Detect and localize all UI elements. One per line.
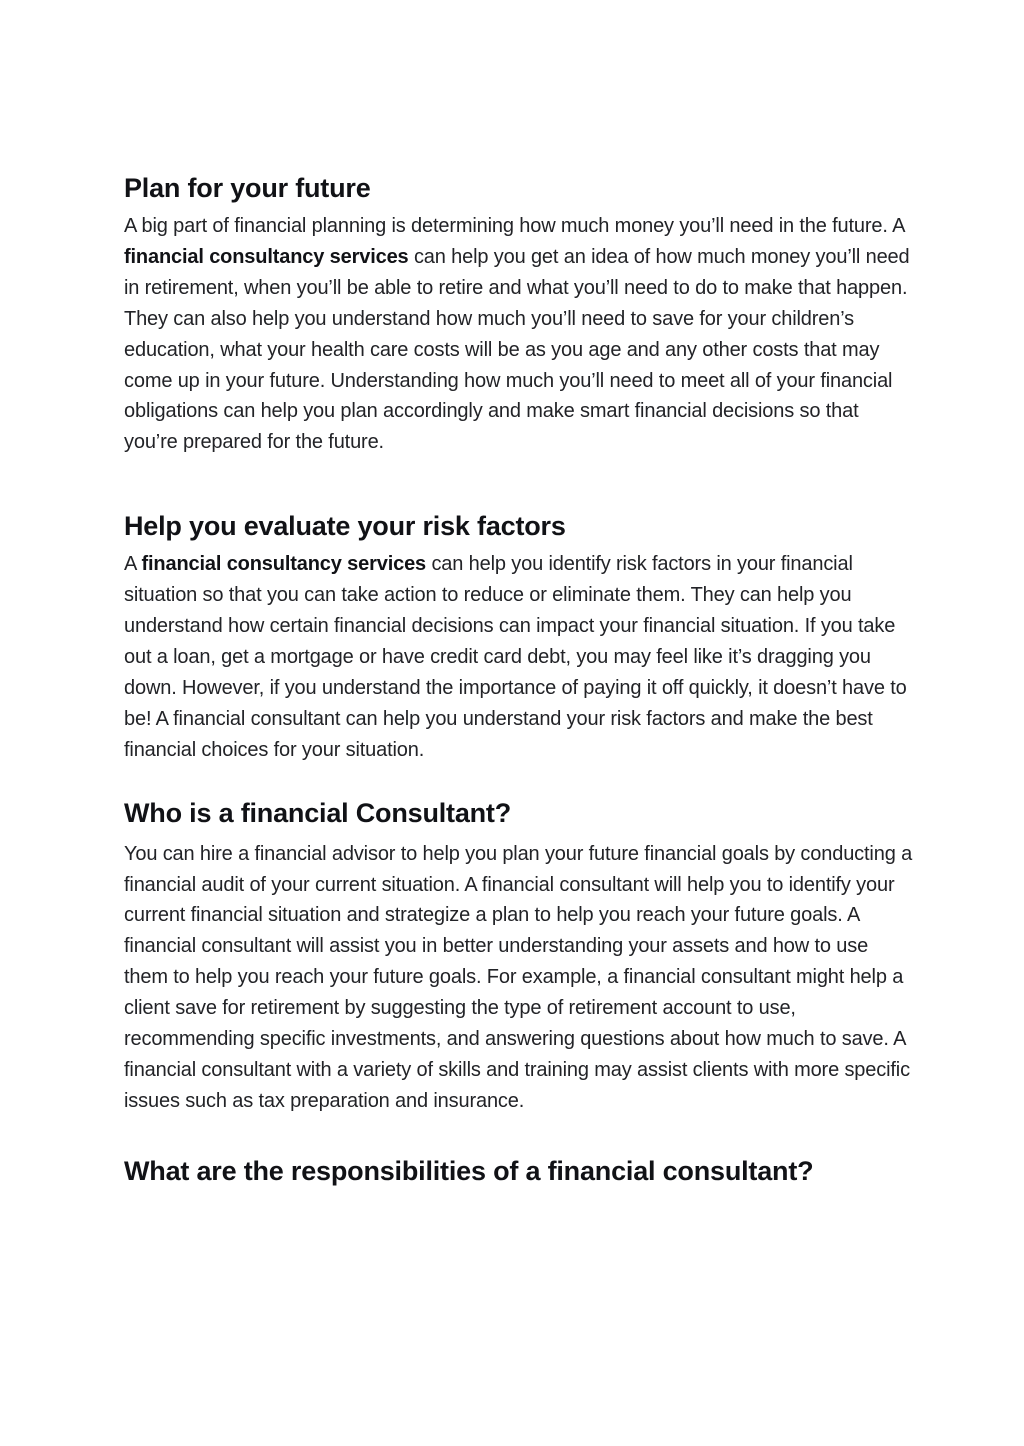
section-paragraph bbox=[124, 549, 914, 765]
section-heading: What are the responsibilities of a financial consultant? bbox=[124, 1155, 814, 1186]
section-paragraph bbox=[124, 211, 914, 458]
bold-keyword: financial consultancy services bbox=[124, 245, 409, 268]
section-heading: Help you evaluate your risk factors bbox=[124, 511, 566, 542]
paragraph-text: can help you get an idea of how much money you’ll need in retirement, when you’ll be able to retire and what you’ll need to do to make that happen. They can also help you understand how much you’ll need to save for your children’s education, what your health care costs will be as you age and any other costs that may come up in your future. Understanding how much you’ll need to meet all of your financial obligations can help you plan accordingly and make smart financial decisions so that you’re prepared for the future. bbox=[124, 245, 910, 454]
section-heading: Plan for your future bbox=[124, 173, 371, 203]
bold-keyword: financial consultancy services bbox=[141, 553, 427, 576]
paragraph-text: A bbox=[124, 553, 142, 576]
section-risk-factors bbox=[124, 506, 914, 765]
document-page bbox=[124, 168, 914, 1191]
section-paragraph: You can hire a financial advisor to help you plan your future financial goals by conducting a financial audit of your current situation. A financial consultant will help you to identify your current financial situation and strategize a plan to help you reach your future goals. A financial consultant will assist you in better understanding your assets and how to use them to help you reach your future goals. For example, a financial consultant might help a client save for retirement by suggesting the type of retirement account to use, recommending specific investments, and answering questions about how much to save. A financial consultant with a variety of skills and training may assist clients with more specific issues such as tax preparation and insurance. bbox=[124, 842, 913, 1112]
section-heading: Who is a financial Consultant? bbox=[124, 797, 512, 828]
section-responsibilities bbox=[124, 1151, 914, 1191]
section-plan-for-future bbox=[124, 168, 914, 458]
paragraph-text: can help you identify risk factors in your financial situation so that you can take action to reduce or eliminate them. They can help you understand how certain financial decisions can impact your financial situation. If you take out a loan, get a mortgage or have credit card debt, you may feel like it’s dragging you down. However, if you understand the importance of paying it off quickly, it doesn’t have to be! A financial consultant can help you understand your risk factors and make the best financial choices for your situation. bbox=[124, 553, 907, 761]
paragraph-text: A big part of financial planning is determining how much money you’ll need in the future. A bbox=[124, 215, 905, 237]
section-who-is-consultant bbox=[124, 793, 914, 1117]
